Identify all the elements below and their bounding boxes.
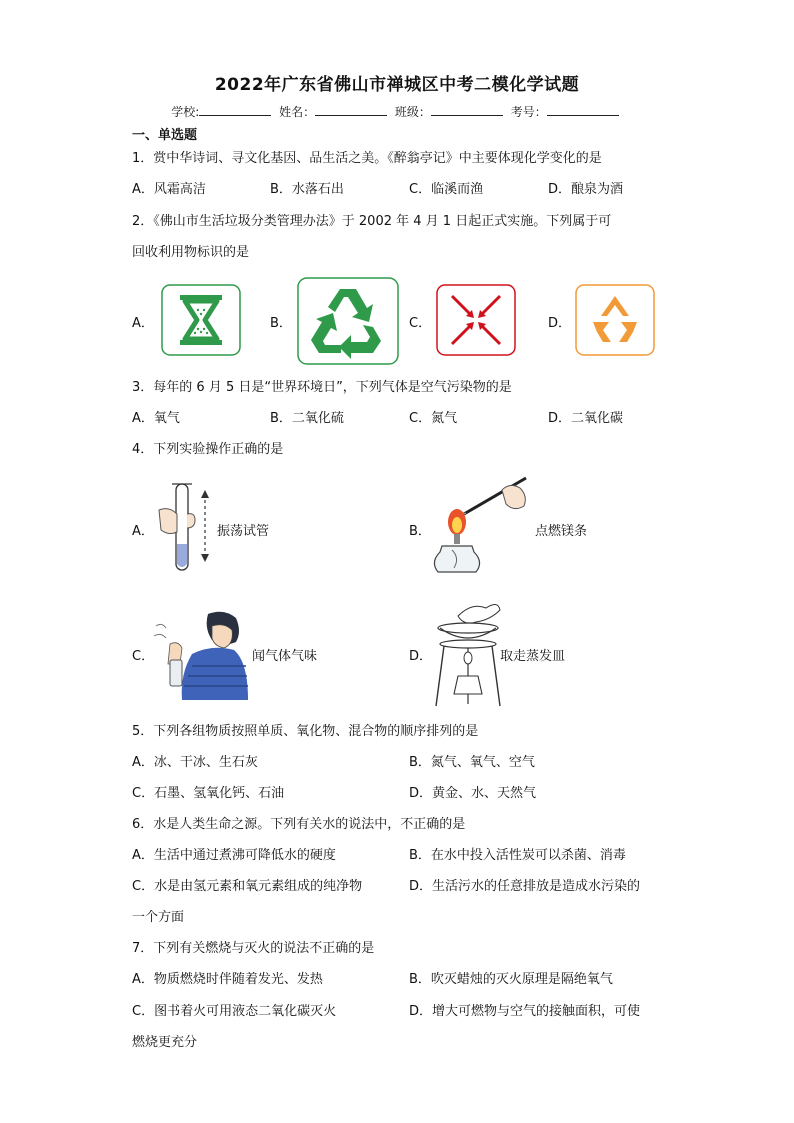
q4-caption-c: 闻气体气味 [252,649,318,664]
q4-label-b: B． [409,524,431,539]
q5-option-c: C．石墨、氢氧化钙、石油 [132,786,285,801]
q5-stem: 5．下列各组物质按照单质、氧化物、混合物的顺序排列的是 [132,724,479,739]
q6-option-d: D．生活污水的任意排放是造成水污染的 [409,879,641,894]
q4-caption-d: 取走蒸发皿 [500,649,566,664]
q4-label-c: C． [132,649,155,664]
q6-option-c: C．水是由氢元素和氧元素组成的纯净物 [132,879,363,894]
q4-caption-b: 点燃镁条 [535,524,588,539]
recycle-icon [297,277,399,365]
q1-option-c: C．临溪而渔 [409,182,484,197]
q7-option-c: C．图书着火可用液态二氧化碳灭火 [132,1004,337,1019]
page-title: 2022年广东省佛山市禅城区中考二模化学试题 [214,75,580,95]
q7-option-d-continuation: 燃烧更充分 [132,1035,198,1050]
q2-stem-line2: 回收利用物标识的是 [132,245,250,260]
exam-no-label: 考号： [510,105,547,119]
q6-stem: 6．水是人类生命之源。下列有关水的说法中，不正确的是 [132,817,466,832]
q1-option-a: A．风霜高洁 [132,182,206,197]
q6-option-a: A．生活中通过煮沸可降低水的硬度 [132,848,336,863]
q3-stem: 3．每年的 6 月 5 日是“世界环境日”，下列气体是空气污染物的是 [132,380,512,395]
q4-caption-a: 振荡试管 [217,524,270,539]
recycle-orange-icon [575,284,655,356]
school-blank [199,104,271,116]
student-info-line [0,103,794,120]
ignite-magnesium-icon [430,472,530,582]
test-tube-shaking-icon [155,480,215,578]
q7-option-b: B．吹灭蜡烛的灭火原理是隔绝氧气 [409,972,613,987]
q7-option-d: D．增大可燃物与空气的接触面积，可使 [409,1004,641,1019]
q7-stem: 7．下列有关燃烧与灭火的说法不正确的是 [132,941,375,956]
q3-option-d: D．二氧化碳 [548,411,624,426]
q6-option-b: B．在水中投入活性炭可以杀菌、消毒 [409,848,626,863]
q2-label-c: C． [409,316,432,331]
name-label: 姓名： [279,105,316,119]
q5-option-d: D．黄金、水、天然气 [409,786,537,801]
evaporating-dish-icon [428,596,508,710]
q2-label-a: A． [132,316,154,331]
hourglass-icon [161,284,241,356]
q2-label-d: D． [548,316,572,331]
q1-option-d: D．酿泉为酒 [548,182,624,197]
school-label: 学校: [171,105,200,119]
q3-option-a: A．氧气 [132,411,180,426]
q6-option-d-continuation: 一个方面 [132,910,185,925]
q4-label-d: D． [409,649,433,664]
q2-stem-line1: 2．《佛山市生活垃圾分类管理办法》于 2002 年 4 月 1 日起正式实施。下列属于可 [132,214,612,229]
smell-gas-icon [152,604,252,704]
q7-option-a: A．物质燃烧时伴随着发光、发热 [132,972,323,987]
class-blank [431,104,503,116]
section-heading: 一、单选题 [132,128,198,143]
q2-label-b: B． [270,316,292,331]
q1-option-b: B．水落石出 [270,182,344,197]
arrows-inward-icon [436,284,516,356]
q3-option-b: B．二氧化硫 [270,411,344,426]
q5-option-a: A．冰、干冰、生石灰 [132,755,258,770]
name-blank [315,104,387,116]
q5-option-b: B．氮气、氧气、空气 [409,755,535,770]
q3-option-c: C．氮气 [409,411,458,426]
class-label: 班级： [394,105,431,119]
q1-stem: 1．赏中华诗词、寻文化基因、品生活之美。《醉翁亭记》中主要体现化学变化的是 [132,151,602,166]
q4-stem: 4．下列实验操作正确的是 [132,442,284,457]
exam-no-blank [547,104,619,116]
q4-label-a: A． [132,524,154,539]
